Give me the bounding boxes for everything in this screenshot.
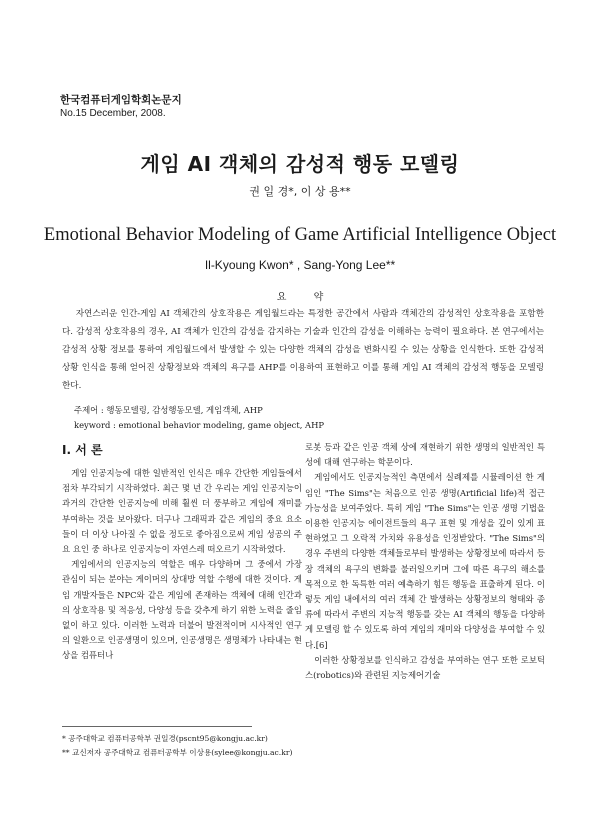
paragraph: 이러한 상황정보를 인식하고 감성을 부여하는 연구 또한 로보틱스(robotics)와 관련된 지능제어기술 xyxy=(305,654,545,681)
footnote: * 공주대학교 컴퓨터공학부 권일경(pscnt95@kongju.ac.kr) xyxy=(62,734,268,743)
issue-info: No.15 December, 2008. xyxy=(60,108,166,119)
keywords-block xyxy=(74,403,324,433)
paragraph: 게임에서의 인공지능의 역할은 매우 다양하며 그 중에서 가장 관심이 되는 분야는 게이머의 상대방 역할 수행에 대한 것이다. 게임 개발자들은 NPC와 같은 게임에 존재하는 객체에 대해 인간과의 상호작용 및 적응성, 다양성 등을 갖추게 하기 위한 노력을 줄임없이 하고 있다. 이러한 노력과 더불어 발전적이며 시사적인 연구의 일환으로 인공생명이 있으며, 인공생명은 생명체가 나타내는 현상을 컴퓨터나 xyxy=(62,559,302,661)
title-english: Emotional Behavior Modeling of Game Artificial Intelligence Object xyxy=(43,225,557,245)
keywords-korean: 주제어 : 행동모델링, 감성행동모델, 게임객체, AHP xyxy=(74,405,263,415)
authors-english: Il-Kyoung Kwon* , Sang-Yong Lee** xyxy=(204,258,396,272)
paragraph: 게임 인공지능에 대한 일반적인 인식은 매우 간단한 게임들에서 점차 부각되기 시작하였다. 최근 몇 년 간 우리는 게임 인공지능이 과거의 간단한 인공지능에 비해 훨씬 더 풍부하고 게임에 재미를 부여하는 것을 보아왔다. 더구나 그래픽과 같은 게임의 중요 요소들이 더 이상 나아질 수 없을 정도로 좋아짐으로써 게임 성공의 주요 요인 중 하나로 인공지능이 자연스레 떠오르기 시작하였다. xyxy=(62,468,302,555)
section-heading: Ⅰ. 서 론 xyxy=(62,443,103,457)
abstract-heading: 요 약 xyxy=(276,292,336,303)
footnotes xyxy=(62,732,292,760)
keywords-english: keyword : emotional behavior modeling, game object, AHP xyxy=(74,420,325,430)
abstract-text: 자연스러운 인간-게임 AI 객체간의 상호작용은 게임월드라는 특정한 공간에서 사람과 객체간의 감성적인 상호작용을 포함한다. 감성적 상호작용의 경우, AI 객체가 인간의 감성을 감지하는 기술과 인간의 감성을 이해하는 능력이 필요하다. 본 연구에서는 감성적 상황 정보를 통하여 게임월드에서 발생할 수 있는 다양한 객체의 감성을 변화시킬 수 있는 상황을 인식한다. 또한 감성적 상황 인식을 통해 얻어진 상황정보와 객체의 욕구를 AHP를 이용하여 표현하고 이를 통해 게임 AI 객체의 감성적 행동을 모델링한다. xyxy=(62,309,544,391)
authors-korean: 권 일 경*, 이 상 용** xyxy=(249,185,351,198)
right-column xyxy=(305,440,545,683)
paragraph: 게임에서도 인공지능적인 측면에서 실례제를 시뮬레이션 한 게임인 "The Sims"는 처음으로 인공 생명(Artificial life)적 접근 가능성을 보여주었다. 특히 게임 "The Sims"는 인공 생명 기법을 이용한 인공지능 에이전트들의 욕구 표현 및 개성을 깊이 있게 표현하였고 그 오락적 가치와 유용성을 인정받았다. "The Sims"의 경우 주변의 다양한 객체들로부터 발생하는 상황정보에 따라서 등장 객체의 욕구의 변화를 불러일으키며 그에 따른 욕구의 해소를 목적으로 한 독특한 여러 예측하기 힘든 행동을 표출하게 된다. 이렇듯 게임 내에서의 여러 객체 간 발생하는 상황정보의 형태와 종류에 따라서 주변의 지능적 행동를 갖는 AI 객체의 행동을 다양하게 모델링 할 수 있도록 하여 게임의 재미와 다양성을 부여할 수 있다.[6] xyxy=(305,472,545,650)
paragraph: 로봇 등과 같은 인공 객체 상에 재현하기 위한 생명의 일반적인 특성에 대해 연구하는 학문이다. xyxy=(305,442,545,468)
footnote-divider xyxy=(62,726,252,727)
footnote: ** 교신저자 공주대학교 컴퓨터공학부 이상용(sylee@kongju.ac.kr) xyxy=(62,748,293,757)
title-korean: 게임 AI 객체의 감성적 행동 모델링 xyxy=(140,152,460,176)
journal-name: 한국컴퓨터게임학회논문지 xyxy=(60,94,182,106)
left-column xyxy=(62,440,302,664)
